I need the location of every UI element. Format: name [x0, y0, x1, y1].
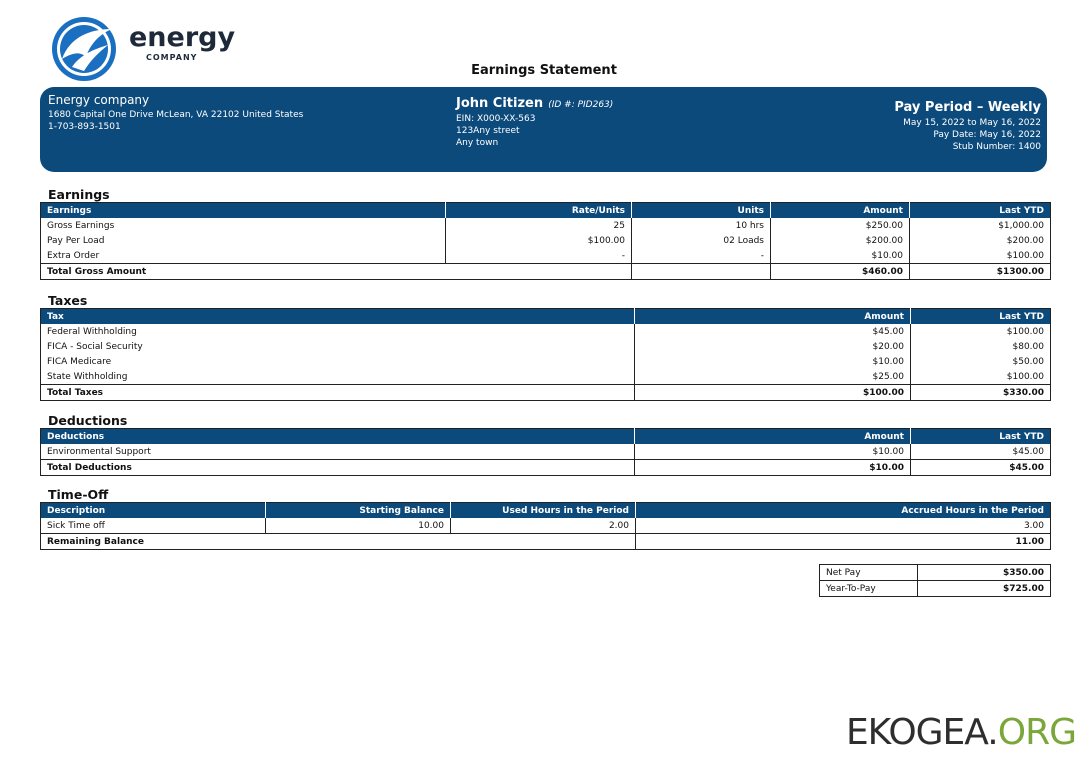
- table-cell: $50.00: [911, 354, 1051, 369]
- total-row: [41, 385, 1051, 401]
- table-row: [41, 354, 1051, 369]
- logo-subtitle: COMPANY: [146, 53, 198, 62]
- table-cell: 10 hrs: [632, 218, 771, 233]
- column-header: Used Hours in the Period: [451, 503, 636, 519]
- table-cell: [632, 264, 771, 280]
- pay-date: Pay Date: May 16, 2022: [933, 130, 1041, 140]
- table-cell: Extra Order: [47, 250, 100, 261]
- table-cell: $250.00: [771, 218, 910, 233]
- table-cell: -: [446, 248, 632, 264]
- table-cell: $1,000.00: [910, 218, 1051, 233]
- table-cell: $100.00: [910, 248, 1051, 264]
- table-cell: $45.00: [911, 444, 1051, 460]
- table-cell: $100.00: [446, 233, 632, 248]
- employee-ein: EIN: X000-XX-563: [456, 114, 536, 124]
- table-cell: Gross Earnings: [47, 220, 115, 231]
- deductions-section-title: Deductions: [48, 413, 128, 428]
- pay-period-title: Pay Period – Weekly: [894, 100, 1041, 115]
- time-off-table: [40, 502, 1051, 550]
- employee-info: [456, 92, 613, 149]
- table-cell: $45.00: [635, 324, 911, 339]
- table-row: [41, 518, 1051, 534]
- table-row: [41, 233, 1051, 248]
- table-cell: Sick Time off: [47, 520, 105, 531]
- deductions-table: [40, 428, 1051, 476]
- taxes-table: [40, 308, 1051, 401]
- table-row: [41, 324, 1051, 339]
- table-cell: Federal Withholding: [47, 326, 137, 337]
- pay-period-range: May 15, 2022 to May 16, 2022: [903, 118, 1041, 128]
- watermark-suffix: ORG: [997, 712, 1076, 753]
- column-header: Units: [632, 203, 771, 219]
- table-cell: 3.00: [636, 518, 1051, 534]
- table-cell: 2.00: [451, 518, 636, 534]
- total-row: [41, 460, 1051, 476]
- earnings-section-title: Earnings: [48, 187, 110, 202]
- table-cell: $200.00: [771, 233, 910, 248]
- column-header: Accrued Hours in the Period: [636, 503, 1051, 519]
- table-cell: -: [632, 248, 771, 264]
- column-header: Amount: [771, 203, 910, 219]
- table-cell: 25: [446, 218, 632, 233]
- total-amount: $460.00: [771, 264, 910, 280]
- column-header: Last YTD: [910, 203, 1051, 219]
- total-label: Total Gross Amount: [41, 264, 632, 280]
- column-header: Deductions: [41, 429, 635, 445]
- logo-wordmark: energy: [129, 22, 236, 53]
- net-pay-summary-table: [819, 564, 1051, 597]
- table-cell: FICA Medicare: [47, 356, 112, 367]
- summary-value: $725.00: [918, 581, 1051, 597]
- company-info: [48, 109, 303, 133]
- employee-id: (ID #: PID263): [548, 100, 614, 110]
- table-cell: $10.00: [635, 444, 911, 460]
- total-label: Total Deductions: [41, 460, 635, 476]
- total-row: [41, 534, 1051, 550]
- earnings-table: [40, 202, 1051, 280]
- employee-name: John Citizen: [456, 96, 544, 111]
- total-ytd: $330.00: [911, 385, 1051, 401]
- table-cell: $200.00: [910, 233, 1051, 248]
- summary-value: $350.00: [918, 565, 1051, 581]
- company-name: Energy company: [48, 93, 150, 107]
- total-label: Total Taxes: [41, 385, 635, 401]
- column-header: Amount: [635, 309, 911, 325]
- column-header: Amount: [635, 429, 911, 445]
- document-title: Earnings Statement: [471, 63, 617, 78]
- column-header: Tax: [41, 309, 635, 325]
- table-cell: $80.00: [911, 339, 1051, 354]
- summary-label: Year-To-Pay: [820, 581, 918, 597]
- time-off-section-title: Time-Off: [48, 487, 109, 502]
- table-header-row: [41, 503, 1051, 519]
- summary-row: [820, 581, 1051, 597]
- column-header: Last YTD: [911, 429, 1051, 445]
- column-header: Starting Balance: [266, 503, 451, 519]
- column-header: Rate/Units: [446, 203, 632, 219]
- table-header-row: [41, 203, 1051, 219]
- column-header: Description: [41, 503, 266, 519]
- table-cell: $10.00: [635, 354, 911, 369]
- table-row: [41, 444, 1051, 460]
- table-cell: 10.00: [266, 518, 451, 534]
- summary-label: Net Pay: [820, 565, 918, 581]
- table-row: [41, 339, 1051, 354]
- table-cell: Pay Per Load: [47, 235, 105, 246]
- employee-street: 123Any street: [456, 126, 520, 136]
- table-cell: Environmental Support: [47, 446, 151, 457]
- table-cell: $100.00: [911, 369, 1051, 385]
- table-header-row: [41, 429, 1051, 445]
- table-cell: $25.00: [635, 369, 911, 385]
- header-band: [40, 87, 1047, 172]
- taxes-section-title: Taxes: [48, 293, 88, 308]
- table-row: [41, 369, 1051, 385]
- company-address: 1680 Capital One Drive McLean, VA 22102 United States: [48, 110, 304, 120]
- total-row: [41, 264, 1051, 280]
- table-header-row: [41, 309, 1051, 325]
- pay-period-info: [894, 100, 1041, 153]
- table-cell: State Withholding: [47, 371, 128, 382]
- stub-number: Stub Number: 1400: [952, 142, 1041, 152]
- total-amount: 11.00: [636, 534, 1051, 550]
- summary-row: [820, 565, 1051, 581]
- table-row: [41, 248, 1051, 264]
- watermark-text: EKOGEA.: [845, 712, 998, 753]
- column-header: Earnings: [41, 203, 446, 219]
- total-ytd: $45.00: [911, 460, 1051, 476]
- table-cell: 02 Loads: [632, 233, 771, 248]
- total-ytd: $1300.00: [910, 264, 1051, 280]
- total-amount: $10.00: [635, 460, 911, 476]
- table-cell: FICA - Social Security: [47, 341, 143, 352]
- table-row: [41, 218, 1051, 233]
- total-amount: $100.00: [635, 385, 911, 401]
- company-phone: 1-703-893-1501: [48, 122, 121, 132]
- employee-town: Any town: [456, 138, 499, 148]
- table-cell: $20.00: [635, 339, 911, 354]
- total-label: Remaining Balance: [41, 534, 636, 550]
- table-cell: $100.00: [911, 324, 1051, 339]
- watermark: [846, 712, 1076, 753]
- table-cell: $10.00: [771, 248, 910, 264]
- column-header: Last YTD: [911, 309, 1051, 325]
